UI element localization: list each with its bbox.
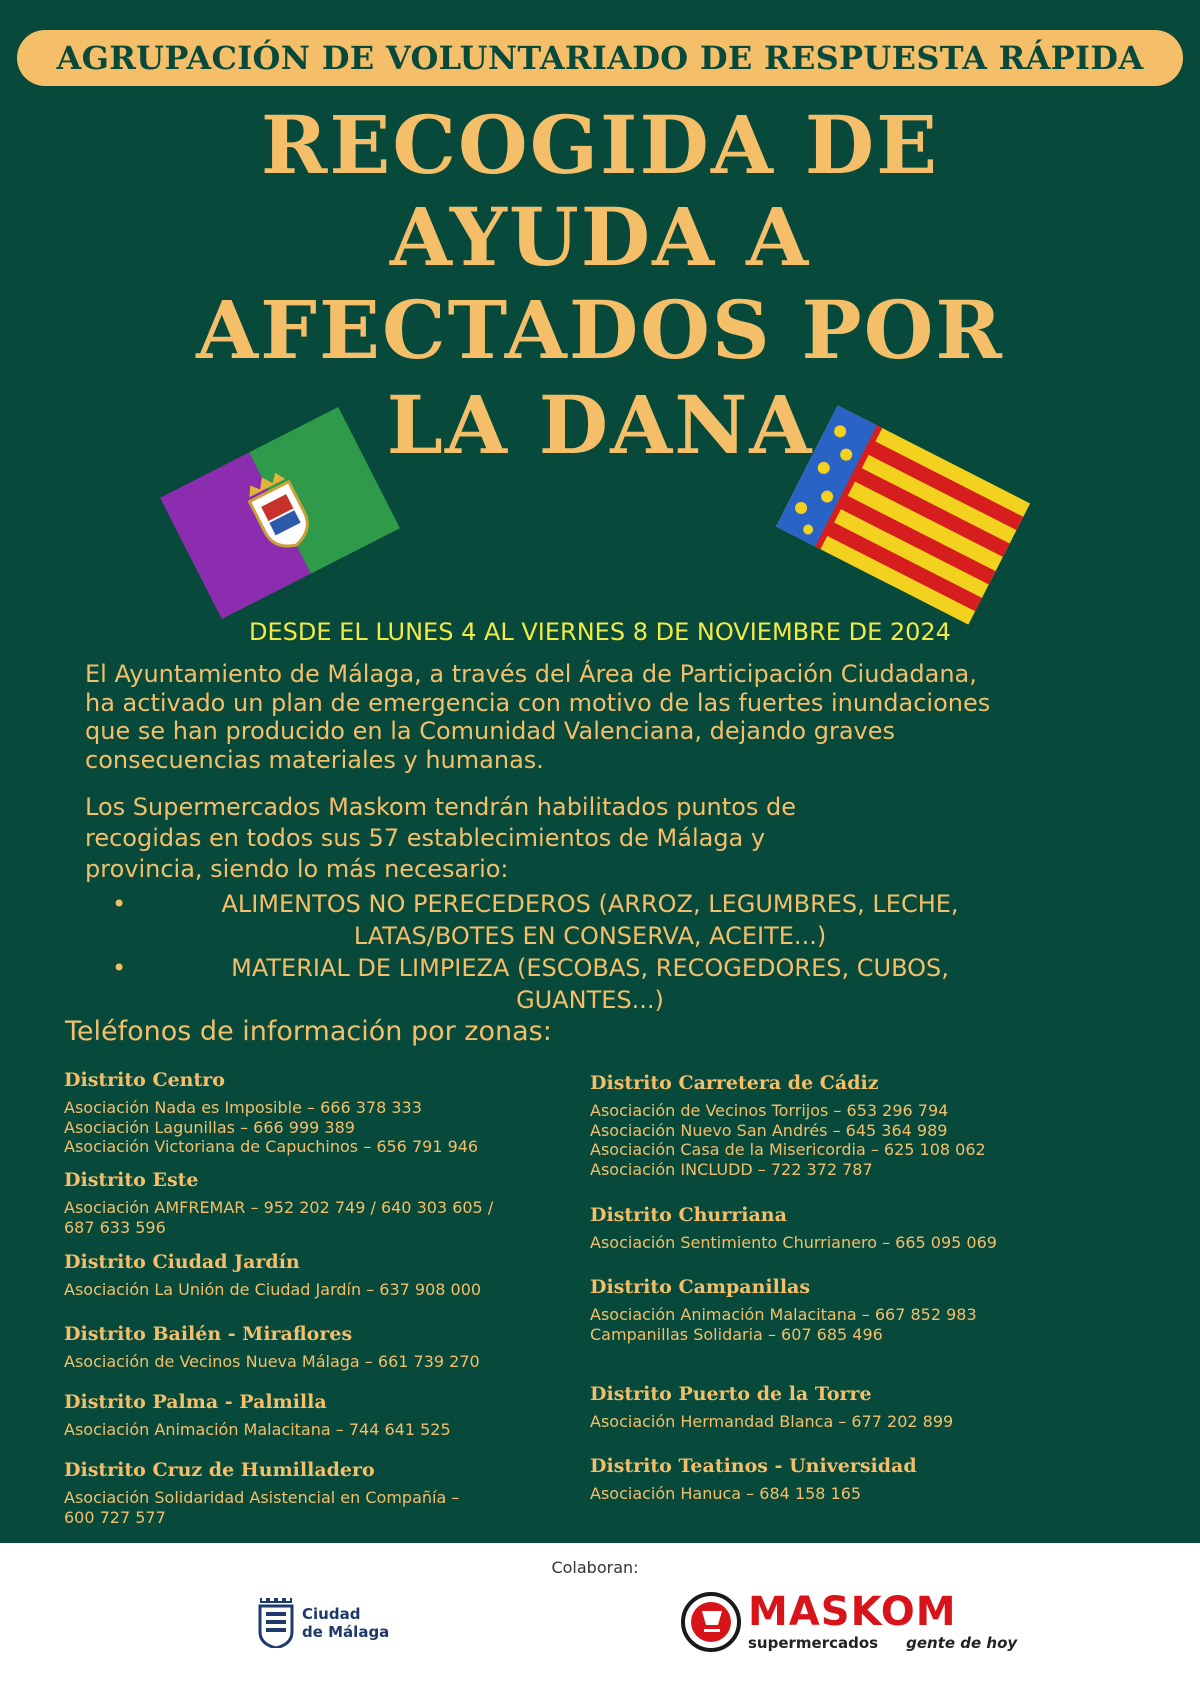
- district-name: Distrito Carretera de Cádiz: [590, 1072, 879, 1094]
- district-block: [590, 1071, 986, 1179]
- list-item-line: GUANTES...): [516, 986, 664, 1014]
- contact-line: Asociación de Vecinos Nueva Málaga – 661 739 270: [64, 1352, 480, 1371]
- district-contacts: [64, 1280, 481, 1300]
- valencia-flag-icon: [768, 400, 1038, 630]
- contact-line: Asociación La Unión de Ciudad Jardín – 637 908 000: [64, 1280, 482, 1299]
- intro-line: El Ayuntamiento de Málaga, a través del Área de Participación Ciudadana,: [85, 660, 977, 688]
- district-block: [590, 1275, 977, 1344]
- contact-line: Asociación Sentimiento Churrianero – 665 095 069: [590, 1233, 997, 1252]
- district-block: [64, 1390, 451, 1440]
- malaga-logo-line: de Málaga: [302, 1623, 390, 1641]
- maskom-line: Los Supermercados Maskom tendrán habilitados puntos de: [85, 793, 796, 821]
- district-name: Distrito Campanillas: [590, 1276, 811, 1298]
- title-line-2: AYUDA A: [389, 190, 811, 284]
- contact-line: Asociación Nada es Imposible – 666 378 333: [64, 1098, 422, 1117]
- district-contacts: [64, 1098, 478, 1157]
- district-block: [64, 1068, 478, 1157]
- footer: [0, 1543, 1200, 1698]
- intro-line: ha activado un plan de emergencia con motivo de las fuertes inundaciones: [85, 688, 991, 717]
- maskom-subtitle: supermercados: [748, 1634, 879, 1652]
- collab-label: Colaboran:: [551, 1558, 639, 1577]
- intro-line: consecuencias materiales y humanas.: [85, 745, 544, 774]
- district-contacts: [64, 1488, 459, 1527]
- district-name: Distrito Palma - Palmilla: [64, 1391, 327, 1413]
- district-name: Distrito Cruz de Humilladero: [64, 1459, 375, 1481]
- district-name: Distrito Ciudad Jardín: [64, 1251, 300, 1273]
- contact-line: 687 633 596: [64, 1217, 166, 1237]
- district-block: [64, 1168, 493, 1237]
- maskom-paragraph: [85, 792, 796, 885]
- title-line-3: AFECTADOS POR: [196, 283, 1004, 377]
- list-item-line: LATAS/BOTES EN CONSERVA, ACEITE...): [353, 922, 827, 950]
- list-item-line: ALIMENTOS NO PERECEDEROS (ARROZ, LEGUMBRES, LECHE,: [221, 890, 959, 918]
- contact-line: Campanillas Solidaria – 607 685 496: [590, 1324, 883, 1344]
- ciudad-de-malaga-logo: [258, 1598, 389, 1648]
- maskom-line: provincia, siendo lo más necesario:: [85, 855, 509, 883]
- district-block: [64, 1322, 480, 1372]
- contact-line: Asociación Animación Malacitana – 667 852 983: [590, 1305, 977, 1324]
- district-contacts: [590, 1484, 917, 1504]
- bullet-icon: •: [112, 954, 127, 982]
- district-block: [64, 1250, 481, 1300]
- title-line-4: LA DANA: [386, 378, 814, 472]
- maskom-logo: [680, 1591, 1017, 1653]
- intro-line: que se han producido en la Comunidad Valenciana, dejando graves: [85, 717, 895, 745]
- intro-paragraph: [85, 660, 990, 774]
- contact-line: Asociación Victoriana de Capuchinos – 656 791 946: [64, 1137, 479, 1156]
- district-contacts: [590, 1233, 997, 1253]
- contact-line: Asociación de Vecinos Torrijos – 653 296 794: [590, 1101, 949, 1120]
- contact-line: Asociación Hanuca – 684 158 165: [590, 1484, 862, 1503]
- contact-line: Asociación Lagunillas – 666 999 389: [64, 1117, 355, 1137]
- district-contacts: [64, 1352, 480, 1372]
- contact-line: Asociación Hermandad Blanca – 677 202 899: [590, 1412, 954, 1431]
- district-name: Distrito Bailén - Miraflores: [64, 1323, 353, 1345]
- list-item: [90, 888, 1050, 952]
- date-line: DESDE EL LUNES 4 AL VIERNES 8 DE NOVIEMBRE DE 2024: [249, 618, 951, 646]
- maskom-wordmark: MASKOM: [748, 1589, 957, 1635]
- phones-title: Teléfonos de información por zonas:: [65, 1016, 552, 1047]
- district-contacts: [590, 1101, 986, 1179]
- contact-line: Asociación Solidaridad Asistencial en Compañía –: [64, 1488, 460, 1507]
- contact-line: Asociación INCLUDD – 722 372 787: [590, 1159, 873, 1179]
- contact-line: Asociación Animación Malacitana – 744 641 525: [64, 1420, 451, 1439]
- top-banner: AGRUPACIÓN DE VOLUNTARIADO DE RESPUESTA RÁPIDA: [17, 30, 1183, 86]
- district-contacts: [590, 1305, 977, 1344]
- bullet-icon: •: [112, 890, 127, 918]
- district-contacts: [590, 1412, 953, 1432]
- contact-line: Asociación AMFREMAR – 952 202 749 / 640 303 605 /: [64, 1198, 494, 1217]
- district-name: Distrito Churriana: [590, 1204, 787, 1226]
- contact-line: Asociación Casa de la Misericordia – 625 108 062: [590, 1140, 986, 1159]
- district-block: [590, 1454, 917, 1504]
- list-item: [90, 952, 1050, 1016]
- district-name: Distrito Puerto de la Torre: [590, 1383, 872, 1405]
- needs-list: [90, 888, 1050, 1016]
- district-block: [590, 1382, 953, 1432]
- district-name: Distrito Este: [64, 1169, 199, 1191]
- malaga-shield-icon: [258, 1598, 294, 1648]
- malaga-logo-line: Ciudad: [302, 1605, 361, 1623]
- malaga-flag-icon: [150, 398, 410, 628]
- maskom-cart-icon: [680, 1591, 742, 1653]
- district-name: Distrito Centro: [64, 1069, 225, 1091]
- district-block: [64, 1458, 459, 1527]
- contact-line: Asociación Nuevo San Andrés – 645 364 989: [590, 1120, 948, 1140]
- list-item-line: MATERIAL DE LIMPIEZA (ESCOBAS, RECOGEDORES, CUBOS,: [231, 954, 949, 982]
- district-block: [590, 1203, 997, 1253]
- title-line-1: RECOGIDA DE: [260, 98, 940, 192]
- maskom-tagline: gente de hoy: [906, 1634, 1018, 1652]
- district-name: Distrito Teatinos - Universidad: [590, 1455, 917, 1477]
- contact-line: 600 727 577: [64, 1507, 166, 1527]
- district-contacts: [64, 1420, 451, 1440]
- maskom-line: recogidas en todos sus 57 establecimientos de Málaga y: [85, 824, 766, 852]
- district-contacts: [64, 1198, 493, 1237]
